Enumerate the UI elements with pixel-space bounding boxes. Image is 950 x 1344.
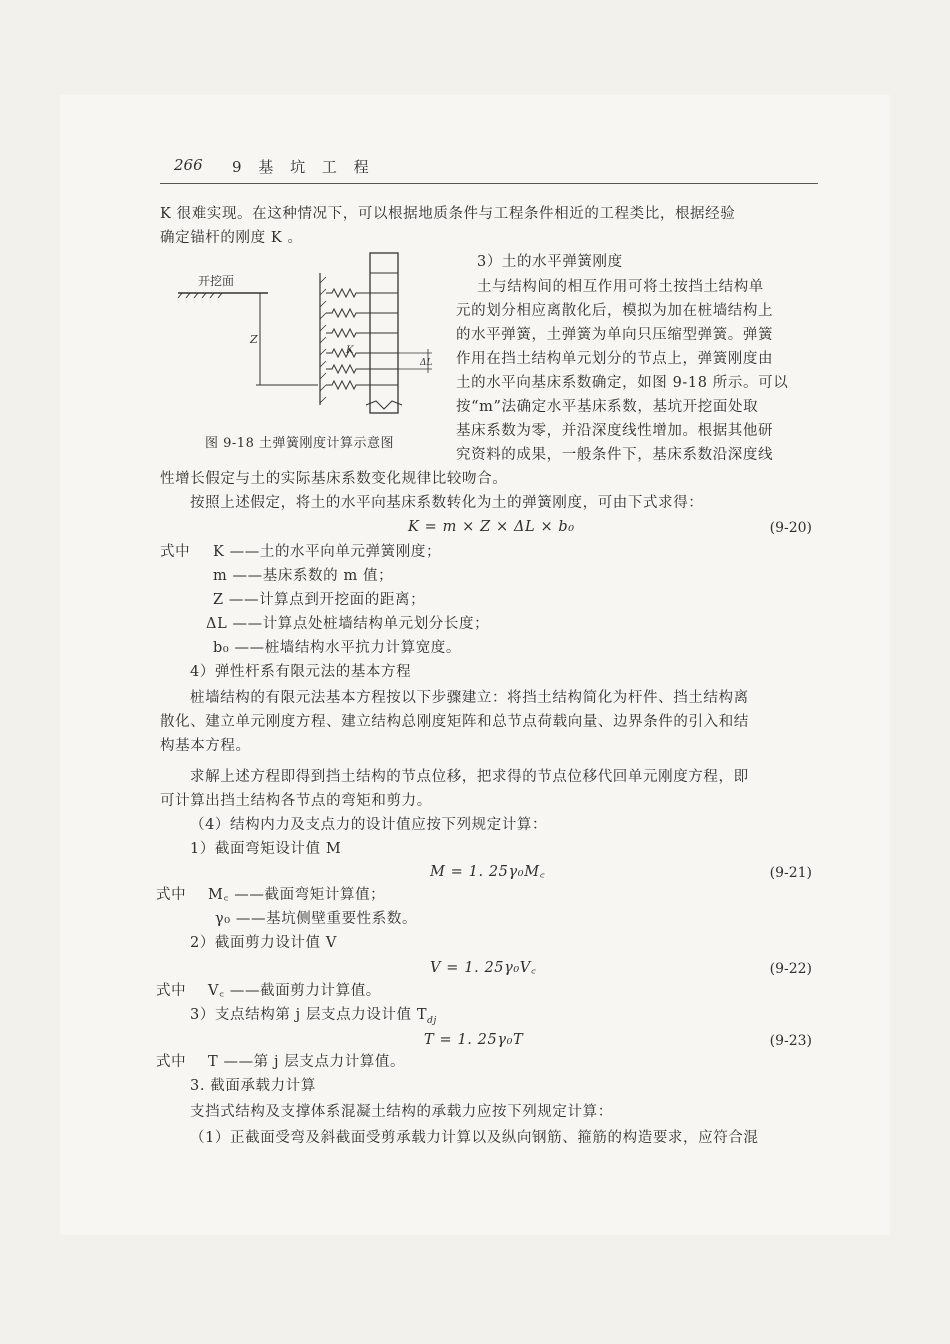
item-shear-design: 2）截面剪力设计值 V <box>190 935 337 951</box>
paragraph-5-line-1: 求解上述方程即得到挡土结构的节点位移，把求得的节点位移代回单元刚度方程，即 <box>190 769 749 785</box>
equation-9-23: T = 1. 25γ₀T <box>424 1032 524 1048</box>
where-item-tcj: T ——第 j 层支点力计算值。 <box>208 1054 406 1070</box>
heading-4: 4）弹性杆系有限元法的基本方程 <box>190 664 412 680</box>
excavation-label: 开挖面 <box>198 274 235 288</box>
where-item-m: m ——基床系数的 m 值； <box>213 568 394 584</box>
paragraph-6: 支挡式结构及支撑体系混凝土结构的承载力应按下列规定计算： <box>190 1104 613 1120</box>
item-moment-design: 1）截面弯矩设计值 M <box>190 841 342 857</box>
equation-9-20: K = m × Z × ΔL × b₀ <box>408 519 575 535</box>
soil-springs <box>326 289 370 389</box>
paragraph-3: 按照上述假定，将土的水平向基床系数转化为土的弹簧刚度，可由下式求得： <box>190 495 704 511</box>
where-item-z: Z ——计算点到开挖面的距离； <box>213 592 426 608</box>
delta-l-label: ΔL <box>420 358 433 368</box>
wall-nodes <box>370 273 398 385</box>
where-item-gamma0: γ₀ ——基坑侧壁重要性系数。 <box>215 911 418 927</box>
where-label-22: 式中 <box>156 983 187 999</box>
where-label-21: 式中 <box>156 887 187 903</box>
where-item-vc: V꜀ ——截面剪力计算值。 <box>208 983 381 999</box>
where-item-delta-l: ΔL ——计算点处桩墙结构单元划分长度； <box>206 616 490 632</box>
equation-number-9-23: (9-23) <box>769 1033 812 1049</box>
paragraph-2-line-7: 基床系数为零，并沿深度线性增加。根据其他研 <box>456 423 774 439</box>
paragraph-2-line-4: 作用在挡土结构单元划分的节点上，弹簧刚度由 <box>456 351 774 367</box>
figure-caption: 图 9-18 土弹簧刚度计算示意图 <box>205 436 394 451</box>
z-label: Z <box>250 333 258 346</box>
break-mark <box>366 401 402 409</box>
equation-number-9-22: (9-22) <box>769 961 812 977</box>
header-rule <box>160 183 818 184</box>
paragraph-7: （1）正截面受弯及斜截面受剪承载力计算以及纵向钢筋、箍筋的构造要求，应符合混 <box>190 1130 759 1146</box>
where-item-k: K ——土的水平向单元弹簧刚度； <box>213 544 442 560</box>
paragraph-2-line-2: 元的划分相应离散化后，模拟为加在桩墙结构上 <box>456 303 774 319</box>
heading-3: 3）土的水平弹簧刚度 <box>477 254 623 270</box>
chapter-title: 9 基 坑 工 程 <box>232 158 375 176</box>
paragraph-2-line-9: 性增长假定与土的实际基床系数变化规律比较吻合。 <box>160 471 508 487</box>
where-label-23: 式中 <box>156 1054 187 1070</box>
soil-hatch <box>320 277 326 403</box>
paragraph-2-line-8: 究资料的成果，一般条件下，基床系数沿深度线 <box>456 447 774 463</box>
item-support-force <box>190 1005 437 1031</box>
equation-9-22: V = 1. 25γ₀V꜀ <box>430 960 537 976</box>
where-item-b0: b₀ ——桩墙结构水平抗力计算宽度。 <box>213 640 462 656</box>
paragraph-4-line-2: 散化、建立单元刚度方程、建立结构总刚度矩阵和总节点荷载向量、边界条件的引入和结 <box>160 714 749 730</box>
paragraph-5-line-2: 可计算出挡土结构各节点的弯矩和剪力。 <box>160 793 432 809</box>
paragraph-4-line-1: 桩墙结构的有限元法基本方程按以下步骤建立：将挡土结构简化为杆件、挡土结构离 <box>190 690 749 706</box>
paragraph-1-line-2: 确定锚杆的刚度 K 。 <box>160 230 303 246</box>
spring-stiffness-figure <box>170 245 445 425</box>
k-label: K <box>346 345 354 356</box>
section-4-title: （4）结构内力及支点力的设计值应按下列规定计算： <box>190 817 548 833</box>
paragraph-2-line-6: 按“m”法确定水平基床系数，基坑开挖面处取 <box>456 399 759 415</box>
where-item-mc: M꜀ ——截面弯矩计算值； <box>208 887 386 903</box>
section-3-title: 3. 截面承载力计算 <box>190 1078 316 1094</box>
where-label: 式中 <box>160 544 191 560</box>
paragraph-2-line-5: 土的水平向基床系数确定，如图 9-18 所示。可以 <box>456 375 789 391</box>
paragraph-1-line-1: K 很难实现。在这种情况下，可以根据地质条件与工程条件相近的工程类比，根据经验 <box>160 206 736 222</box>
equation-number-9-20: (9-20) <box>769 520 812 536</box>
item-support-force-text: 3）支点结构第 j 层支点力设计值 T <box>190 1007 428 1023</box>
equation-number-9-21: (9-21) <box>769 865 812 881</box>
equation-9-21: M = 1. 25γ₀M꜀ <box>430 864 546 880</box>
paragraph-4-line-3: 构基本方程。 <box>160 738 251 754</box>
item-support-force-sub: dj <box>427 1015 437 1026</box>
page-number: 266 <box>174 156 203 174</box>
paragraph-2-line-3: 的水平弹簧，土弹簧为单向只压缩型弹簧。弹簧 <box>456 327 774 343</box>
paragraph-2-line-1: 土与结构间的相互作用可将土按挡土结构单 <box>477 279 764 295</box>
